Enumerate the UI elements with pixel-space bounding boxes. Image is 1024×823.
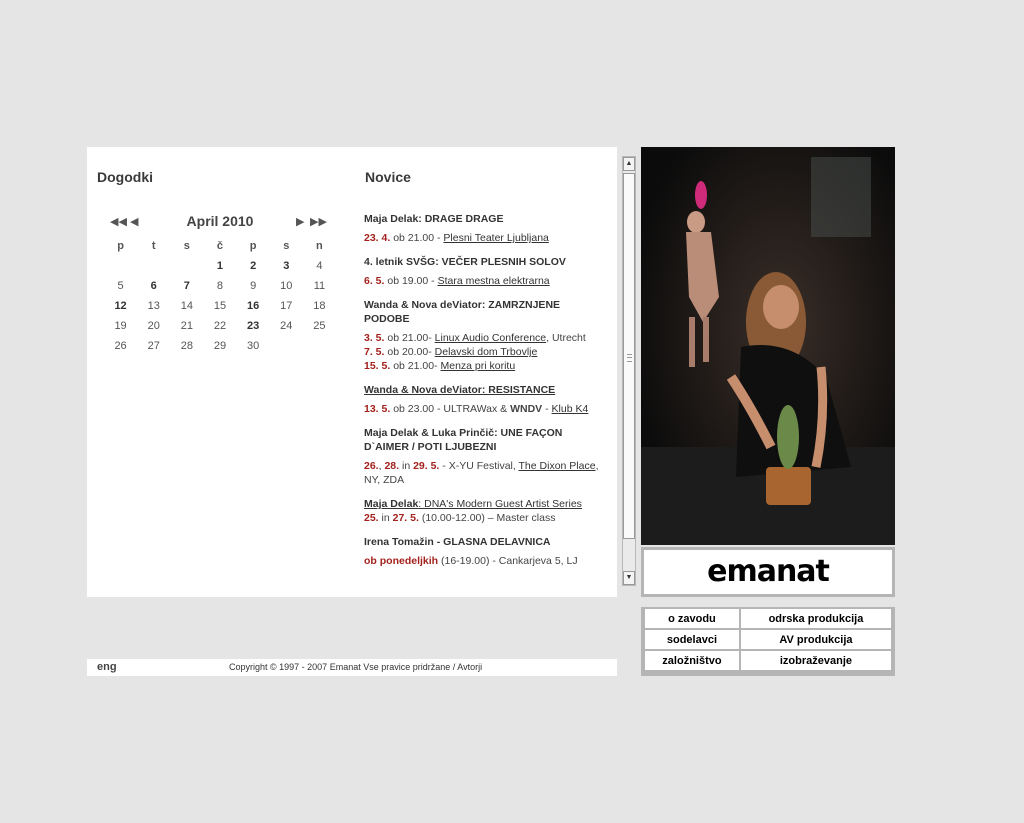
weekday-header: s	[283, 240, 290, 252]
calendar-day: 21	[180, 320, 193, 332]
dancer-photo-image	[641, 147, 895, 545]
menu-item-av-produkcija[interactable]: AV produkcija	[741, 630, 891, 649]
news-link[interactable]: Klub K4	[551, 403, 589, 415]
news-line	[364, 402, 604, 416]
weekday-header: p	[249, 240, 257, 252]
calendar-day: 27	[147, 340, 160, 352]
calendar-day: 26	[114, 340, 127, 352]
news-title: Irena Tomažin - GLASNA DELAVNICA	[364, 536, 551, 548]
news-text: (10.00-12.00) – Master class	[418, 512, 556, 524]
news-text: (16-19.00) - Cankarjeva 5, LJ	[438, 555, 578, 567]
news-line	[364, 231, 604, 245]
calendar-day: 11	[313, 280, 326, 292]
news-link[interactable]: Stara mestna elektrarna	[437, 275, 550, 287]
calendar-day: 5	[117, 280, 124, 292]
news-text: ob 23.00 - ULTRAWax &	[390, 403, 511, 415]
news-text-bold: WNDV	[510, 403, 543, 415]
news-text: in	[399, 460, 414, 472]
calendar-day: 9	[250, 280, 257, 292]
news-list	[364, 212, 604, 590]
calendar	[104, 212, 336, 356]
calendar-day	[104, 256, 137, 276]
news-line	[364, 274, 604, 288]
news-line	[364, 511, 604, 525]
calendar-day-event[interactable]: 1	[216, 260, 224, 272]
news-text: in	[378, 512, 393, 524]
news-scrollbar[interactable]	[622, 156, 636, 586]
news-date: 6. 5.	[364, 275, 385, 287]
calendar-day: 18	[313, 300, 326, 312]
menu-item-o-zavodu[interactable]: o zavodu	[645, 609, 739, 628]
calendar-day: 25	[313, 320, 326, 332]
news-date: 15. 5.	[364, 360, 391, 372]
news-text: ob 19.00 -	[384, 275, 438, 287]
news-date: 3. 5.	[364, 332, 385, 344]
news-date: 27. 5.	[392, 512, 419, 524]
news-link[interactable]: The Dixon Place	[518, 460, 596, 472]
news-date: 13. 5.	[364, 403, 391, 415]
weekday-header: č	[216, 240, 224, 252]
footer	[87, 659, 617, 676]
calendar-grid	[104, 236, 336, 356]
news-item	[364, 298, 604, 373]
news-text: ,	[378, 460, 385, 472]
calendar-day: 4	[316, 260, 323, 272]
language-link-eng[interactable]: eng	[97, 661, 117, 673]
calendar-day: 8	[216, 280, 224, 292]
calendar-day-event[interactable]: 12	[114, 300, 127, 312]
calendar-week	[104, 336, 336, 356]
news-item	[364, 497, 604, 525]
news-text: ob 21.00-	[384, 332, 435, 344]
calendar-day: 24	[280, 320, 293, 332]
news-text: , Utrecht	[546, 332, 586, 344]
news-link[interactable]: Menza pri koritu	[440, 360, 516, 372]
scroll-down-icon[interactable]: ▼	[623, 571, 635, 585]
calendar-week	[104, 256, 336, 276]
news-text: -	[542, 403, 552, 415]
news-title: 4. letnik SVŠG: VEČER PLESNIH SOLOV	[364, 256, 566, 268]
news-date: 23. 4.	[364, 232, 391, 244]
calendar-day	[303, 336, 336, 356]
news-date: ob ponedeljkih	[364, 555, 439, 567]
news-title: Maja Delak: DRAGE DRAGE	[364, 213, 504, 225]
calendar-day-event[interactable]: 16	[247, 300, 260, 312]
news-title: Maja Delak & Luka Prinčič: UNE FAÇON D`AIMER / POTI LJUBEZNI	[364, 427, 563, 453]
weekday-header: n	[316, 240, 323, 252]
news-link[interactable]: : DNA's Modern Guest Artist Series	[418, 498, 582, 510]
news-date: 29. 5.	[413, 460, 440, 472]
calendar-day	[270, 336, 303, 356]
calendar-day: 22	[213, 320, 227, 332]
next-year-icon[interactable]: ▶▶	[310, 216, 327, 228]
calendar-day: 20	[147, 320, 160, 332]
news-title: Wanda & Nova deViator: ZAMRZNJENE PODOBE	[364, 299, 561, 325]
calendar-day: 28	[180, 340, 193, 352]
menu-item-sodelavci[interactable]: sodelavci	[645, 630, 739, 649]
news-line	[364, 331, 604, 345]
emanat-logo[interactable]: emanat	[641, 547, 895, 597]
calendar-day	[170, 256, 203, 276]
calendar-week	[104, 316, 336, 336]
news-item	[364, 535, 604, 568]
calendar-day: 15	[213, 300, 227, 312]
calendar-day: 17	[280, 300, 293, 312]
news-heading: Novice	[365, 169, 411, 185]
calendar-day-event[interactable]: 3	[283, 260, 290, 272]
news-date: 26.	[364, 460, 379, 472]
calendar-month-title: April 2010	[186, 213, 254, 229]
news-item	[364, 212, 604, 245]
main-menu	[641, 607, 895, 676]
news-line	[364, 359, 604, 373]
calendar-day: 30	[247, 340, 260, 352]
calendar-week	[104, 296, 336, 316]
calendar-day: 29	[213, 340, 227, 352]
calendar-day-event[interactable]: 2	[250, 260, 257, 272]
calendar-day: 19	[114, 320, 127, 332]
next-month-icon[interactable]: ▶	[296, 216, 305, 228]
menu-item-zaloznistvo[interactable]: založništvo	[645, 651, 739, 670]
news-item	[364, 383, 604, 416]
news-line	[364, 345, 604, 359]
prev-year-icon[interactable]: ◀◀	[110, 216, 127, 228]
calendar-day-event[interactable]: 6	[150, 280, 157, 292]
news-link[interactable]: Plesni Teater Ljubljana	[443, 232, 549, 244]
news-link[interactable]: Maja Delak	[364, 498, 419, 510]
news-date: 28.	[384, 460, 400, 472]
grip-icon	[627, 354, 632, 362]
calendar-day	[137, 256, 170, 276]
weekday-header: s	[183, 240, 190, 252]
news-line	[364, 497, 604, 511]
news-text: ob 21.00-	[390, 360, 441, 372]
news-date: 7. 5.	[364, 346, 385, 358]
news-text: ob 21.00 -	[390, 232, 444, 244]
news-link[interactable]: Delavski dom Trbovlje	[434, 346, 538, 358]
calendar-week	[104, 276, 336, 296]
menu-item-odrska-produkcija[interactable]: odrska produkcija	[741, 609, 891, 628]
prev-month-icon[interactable]: ◀	[130, 216, 139, 228]
news-text: ob 20.00-	[384, 346, 435, 358]
calendar-nav	[104, 212, 336, 232]
scroll-up-icon[interactable]: ▲	[623, 157, 635, 171]
news-text: , NY, ZDA	[364, 460, 599, 486]
events-heading: Dogodki	[97, 169, 153, 185]
calendar-day: 10	[280, 280, 293, 292]
news-line	[364, 459, 604, 487]
calendar-day-event[interactable]: 23	[247, 320, 260, 332]
news-text: - X-YU Festival,	[439, 460, 519, 472]
calendar-day: 14	[180, 300, 193, 312]
menu-item-izobrazevanje[interactable]: izobraževanje	[741, 651, 891, 670]
copyright-text: Copyright © 1997 - 2007 Emanat Vse pravice pridržane / Avtorji	[229, 662, 483, 672]
weekday-header: p	[117, 240, 124, 252]
dancer-photo	[641, 147, 895, 545]
news-item	[364, 255, 604, 288]
news-title[interactable]: Wanda & Nova deViator: RESISTANCE	[364, 384, 556, 396]
scroll-thumb[interactable]	[623, 173, 635, 539]
calendar-day-event[interactable]: 7	[183, 280, 190, 292]
news-line	[364, 554, 604, 568]
weekday-header: t	[151, 240, 156, 252]
news-link[interactable]: Linux Audio Conference	[434, 332, 547, 344]
news-item	[364, 426, 604, 487]
calendar-day: 13	[147, 300, 160, 312]
news-date: 25.	[364, 512, 379, 524]
